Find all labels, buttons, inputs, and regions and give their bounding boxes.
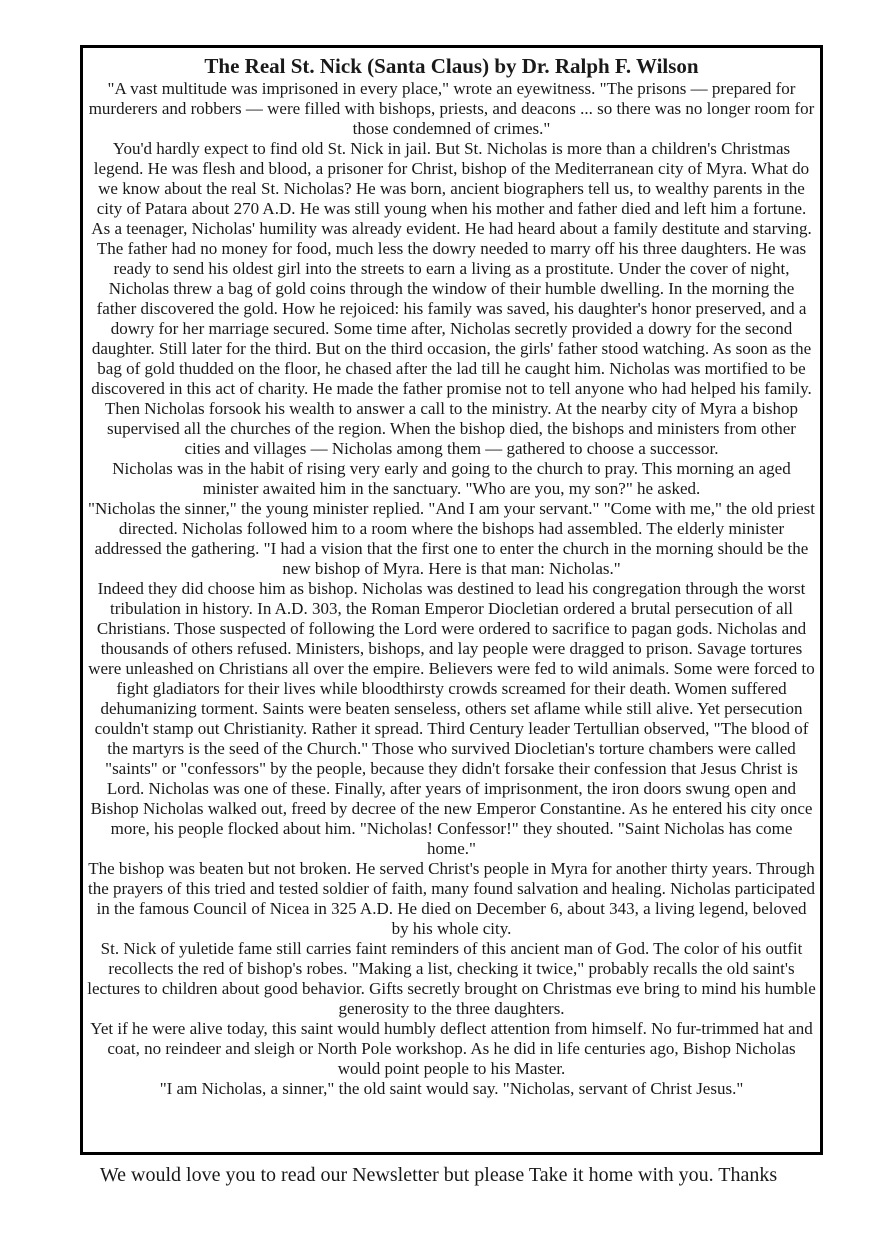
footer-note: We would love you to read our Newsletter but please Take it home with you. Thanks: [99, 1164, 778, 1186]
paragraph-later-ministry: The bishop was beaten but not broken. He served Christ's people in Myra for another thirty years. Through the prayers of this tried and tested soldier of faith, many found salvation and healing. Nicholas participated in the famous Council of Nicea in 325 A.D. He died on December 6, about 343, a living legend, beloved by his whole city.: [87, 859, 815, 938]
paragraph-if-alive-today: Yet if he were alive today, this saint would humbly deflect attention from himself. No fur-trimmed hat and coat, no reindeer and sleigh or North Pole workshop. As he did in life centuries ago, Bishop Nicholas would point people to his Master.: [90, 1019, 813, 1078]
paragraph-eyewitness-quote: "A vast multitude was imprisoned in every place," wrote an eyewitness. "The prisons — prepared for murderers and robbers — were filled with bishops, priests, and deacons ... so there was no longer room for those condemned of crimes.": [88, 79, 815, 138]
paragraph-bishop-vision: "Nicholas the sinner," the young minister replied. "And I am your servant." "Come with me," the old priest directed. Nicholas followed him to a room where the bishops had assembled. The elderly minister addressed the gathering. "I had a vision that the first one to enter the church in the morning should be the new bishop of Myra. Here is that man: Nicholas.": [88, 499, 815, 578]
paragraph-closing-quote: "I am Nicholas, a sinner," the old saint would say. "Nicholas, servant of Christ Jesus.": [159, 1079, 744, 1098]
paragraph-yuletide-reminders: St. Nick of yuletide fame still carries faint reminders of this ancient man of God. The color of his outfit recollects the red of bishop's robes. "Making a list, checking it twice," probably recalls the old saint's lectures to children about good behavior. Gifts secretly brought on Christmas eve bring to mind his humble generosity to the three daughters.: [87, 939, 816, 1018]
paragraph-nicholas-backstory: You'd hardly expect to find old St. Nick in jail. But St. Nicholas is more than a children's Christmas legend. He was flesh and blood, a prisoner for Christ, bishop of the Mediterranean city of Myra. What do we know about the real St. Nicholas? He was born, ancient biographers tell us, to wealthy parents in the city of Patara about 270 A.D. He was still young when his mother and father died and left him a fortune. As a teenager, Nicholas' humility was already evident. He had heard about a family destitute and starving. The father had no money for food, much less the dowry needed to marry off his three daughters. He was ready to send his oldest girl into the streets to earn a living as a prostitute. Under the cover of night, Nicholas threw a bag of gold coins through the window of their humble dwelling. In the morning the father discovered the gold. How he rejoiced: his family was saved, his daughter's honor preserved, and a dowry for her marriage secured. Some time after, Nicholas secretly provided a dowry for the second daughter. Still later for the third. But on the third occasion, the girls' father stood watching. As soon as the bag of gold thudded on the floor, he chased after the lad till he caught him. Nicholas was mortified to be discovered in this act of charity. He made the father promise not to tell anyone who had helped his family. Then Nicholas forsook his wealth to answer a call to the ministry. At the nearby city of Myra a bishop supervised all the churches of the region. When the bishop died, the bishops and ministers from other cities and villages — Nicholas among them — gathered to choose a successor.: [91, 139, 812, 458]
article-title: The Real St. Nick (Santa Claus) by Dr. Ralph F. Wilson: [204, 54, 699, 78]
article-border-box: [80, 45, 823, 1155]
paragraph-church-morning: Nicholas was in the habit of rising very early and going to the church to pray. This morning an aged minister awaited him in the sanctuary. "Who are you, my son?" he asked.: [112, 459, 791, 498]
paragraph-persecution: Indeed they did choose him as bishop. Nicholas was destined to lead his congregation through the worst tribulation in history. In A.D. 303, the Roman Emperor Diocletian ordered a brutal persecution of all Christians. Those suspected of following the Lord were ordered to sacrifice to pagan gods. Nicholas and thousands of others refused. Ministers, bishops, and lay people were dragged to prison. Savage tortures were unleashed on Christians all over the empire. Believers were fed to wild animals. Some were forced to fight gladiators for their lives while bloodthirsty crowds screamed for their death. Women suffered dehumanizing torment. Saints were beaten senseless, others set aflame while still alive. Yet persecution couldn't stamp out Christianity. Rather it spread. Third Century leader Tertullian observed, "The blood of the martyrs is the seed of the Church." Those who survived Diocletian's torture chambers were called "saints" or "confessors" by the people, because they didn't forsake their confession that Jesus Christ is Lord. Nicholas was one of these. Finally, after years of imprisonment, the iron doors swung open and Bishop Nicholas walked out, freed by decree of the new Emperor Constantine. As he entered his city once more, his people flocked about him. "Nicholas! Confessor!" they shouted. "Saint Nicholas has come home.": [88, 579, 815, 858]
